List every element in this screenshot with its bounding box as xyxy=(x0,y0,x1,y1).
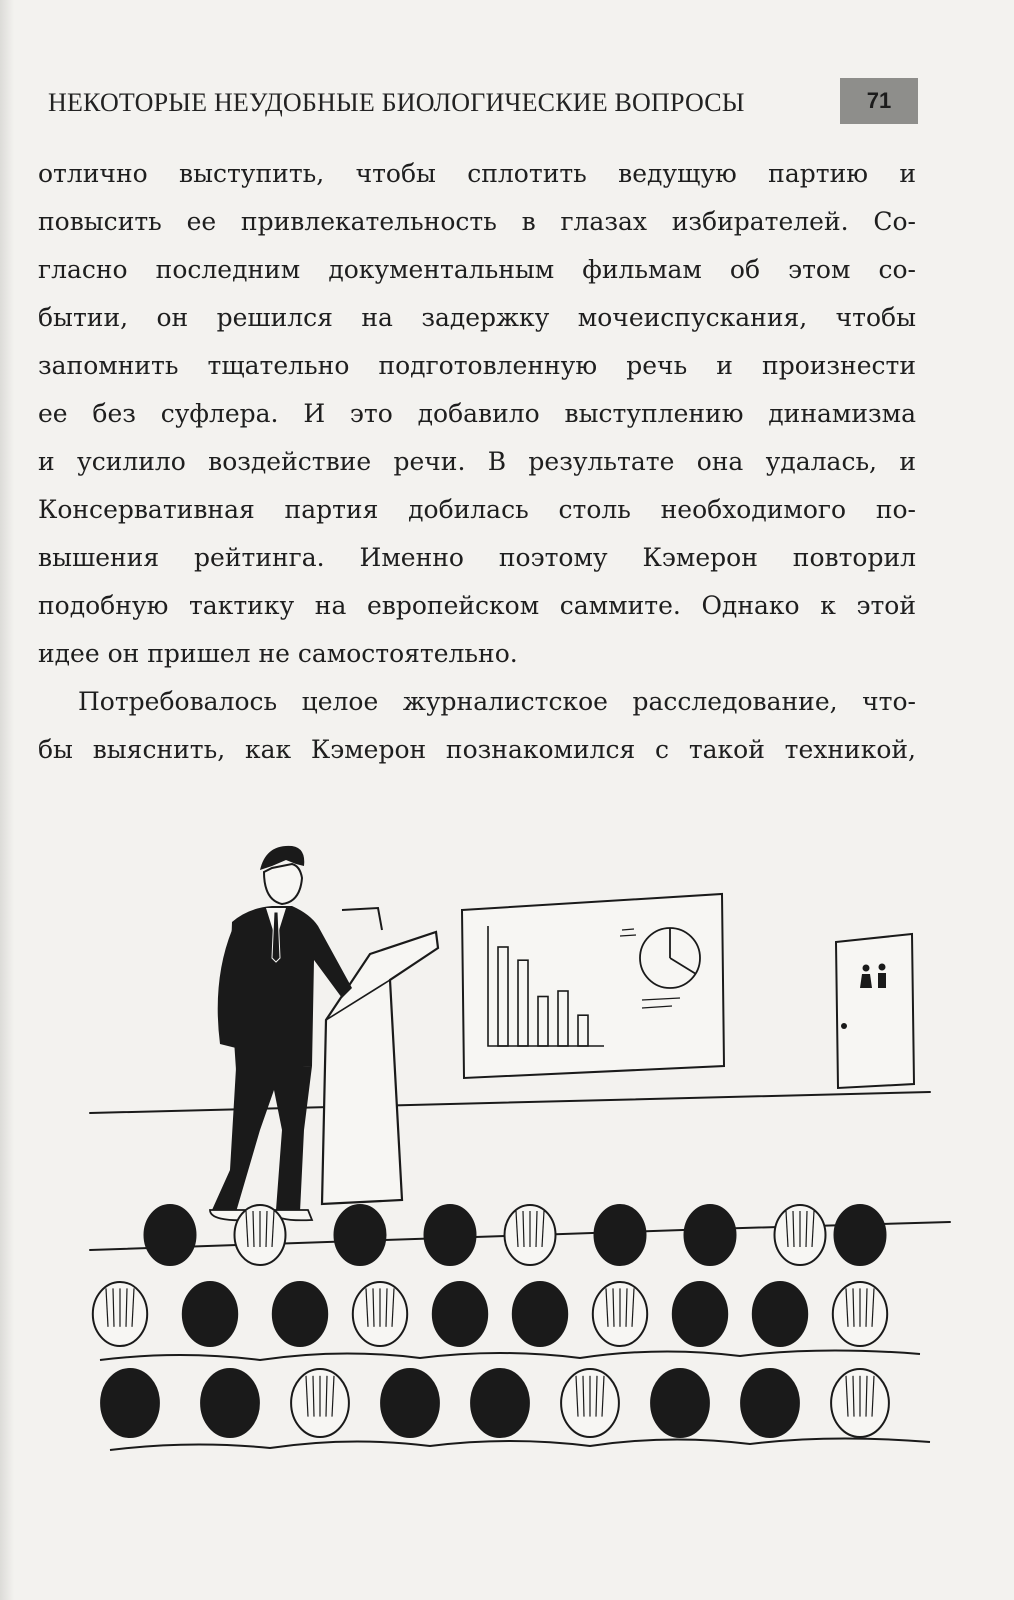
restroom-door xyxy=(836,934,914,1088)
audience-head xyxy=(471,1369,529,1437)
audience-head xyxy=(513,1282,567,1346)
audience-head xyxy=(425,1205,476,1265)
text-line: бы выяснить, как Кэмерон познакомился с такой техникой, xyxy=(38,735,916,764)
page-number: 71 xyxy=(866,88,892,113)
presentation-screen xyxy=(462,894,724,1078)
audience-head xyxy=(183,1282,237,1346)
text-line: бытии, он решился на задержку мочеиспускания, чтобы xyxy=(38,303,916,332)
text-line: подобную тактику на европейском саммите. Однако к этой xyxy=(38,591,916,620)
audience-head xyxy=(595,1205,646,1265)
audience-head xyxy=(753,1282,807,1346)
text-line: и усилило воздействие речи. В результате она удалась, и xyxy=(38,447,916,476)
microphone xyxy=(342,908,382,930)
text-line: повысить ее привлекательность в глазах избирателей. Со- xyxy=(38,207,916,236)
page-binding-shadow xyxy=(0,0,14,1600)
running-header xyxy=(40,78,918,124)
page-number-box xyxy=(840,78,918,124)
audience-head xyxy=(651,1369,709,1437)
audience-head xyxy=(835,1205,886,1265)
text-line: Консервативная партия добилась столь необходимого по- xyxy=(38,495,916,524)
text-line: вышения рейтинга. Именно поэтому Кэмерон повторил xyxy=(38,543,916,572)
audience-head xyxy=(273,1282,327,1346)
audience-head xyxy=(741,1369,799,1437)
stage-floor-line xyxy=(90,1092,930,1113)
text-line: гласно последним документальным фильмам об этом со- xyxy=(38,255,916,284)
body-text xyxy=(38,150,916,774)
audience-head xyxy=(145,1205,196,1265)
audience xyxy=(93,1205,889,1437)
audience-head xyxy=(673,1282,727,1346)
paragraph-first-line: Потребовалось целое журналистское расследование, что- xyxy=(78,687,916,716)
audience-head xyxy=(381,1369,439,1437)
audience-head xyxy=(433,1282,487,1346)
text-line: отлично выступить, чтобы сплотить ведущую партию и xyxy=(38,159,916,188)
running-header-title: НЕКОТОРЫЕ НЕУДОБНЫЕ БИОЛОГИЧЕСКИЕ ВОПРОСЫ xyxy=(48,88,745,117)
lectern xyxy=(322,908,438,1204)
audience-head xyxy=(335,1205,386,1265)
text-line: идее он пришел не самостоятельно. xyxy=(38,639,518,668)
audience-head xyxy=(201,1369,259,1437)
audience-head xyxy=(685,1205,736,1265)
audience-head xyxy=(101,1369,159,1437)
text-line: ее без суфлера. И это добавило выступлению динамизма xyxy=(38,399,916,428)
speaker-illustration xyxy=(60,830,960,1590)
text-line: запомнить тщательно подготовленную речь и произнести xyxy=(38,351,916,380)
